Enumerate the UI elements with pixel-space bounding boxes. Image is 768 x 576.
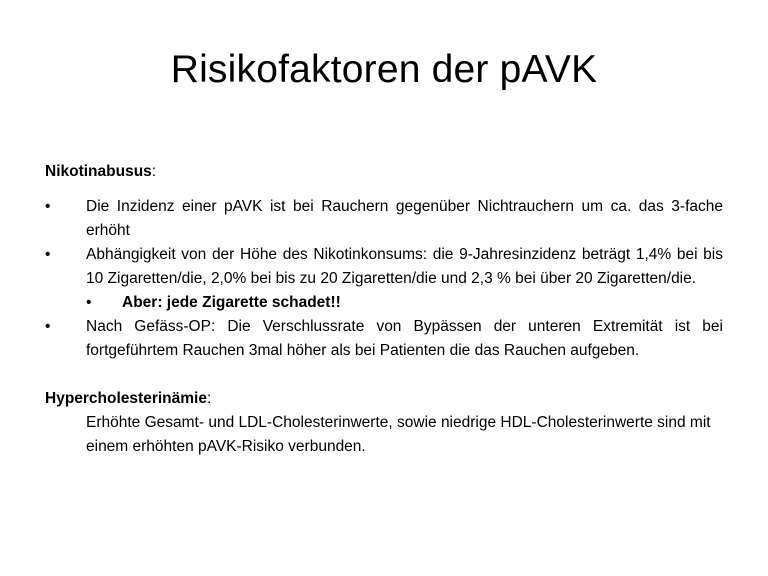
cholesterol-heading-label: Hypercholesterinämie (45, 390, 207, 407)
slide-title: Risikofaktoren der pAVK (170, 48, 598, 91)
nicotine-bullet-bypass (45, 315, 723, 363)
bullet-marker: • (45, 198, 51, 215)
nicotine-bullet-incidence (45, 195, 723, 243)
spacer (45, 184, 723, 195)
slide-content (45, 160, 723, 459)
nicotine-section-heading (45, 160, 723, 184)
bullet-marker: • (45, 246, 51, 263)
bullet-text: Abhängigkeit von der Höhe des Nikotinkonsums: die 9-Jahresinzidenz beträgt 1,4% bei bis 10 Zigaretten/die, 2,0% bei bis zu 20 Zigaretten/die und 2,3 % bei über 20 Zigaretten/die. (86, 246, 723, 287)
cholesterol-heading-colon: : (206, 390, 212, 407)
nicotine-bullet-dose-dependence (45, 243, 723, 291)
bullet-marker: • (45, 318, 51, 335)
nicotine-heading-colon: : (151, 163, 157, 180)
bullet-text: Die Inzidenz einer pAVK ist bei Rauchern gegenüber Nichtrauchern um ca. das 3-fache erhöht (86, 198, 723, 239)
nicotine-heading-label: Nikotinabusus (45, 163, 152, 180)
spacer (45, 363, 723, 387)
cholesterol-section-heading (45, 387, 723, 411)
cholesterol-description: Erhöhte Gesamt- und LDL-Cholesterinwerte, sowie niedrige HDL-Cholesterinwerte sind mit einem erhöhten pAVK-Risiko verbunden. (86, 414, 711, 455)
sub-bullet-text: Aber: jede Zigarette schadet!! (122, 294, 341, 311)
sub-bullet-marker: • (86, 294, 92, 311)
nicotine-sub-bullet-warning (45, 291, 723, 315)
bullet-text: Nach Gefäss-OP: Die Verschlussrate von Bypässen der unteren Extremität ist bei fortgeführtem Rauchen 3mal höher als bei Patienten die das Rauchen aufgeben. (86, 318, 723, 359)
